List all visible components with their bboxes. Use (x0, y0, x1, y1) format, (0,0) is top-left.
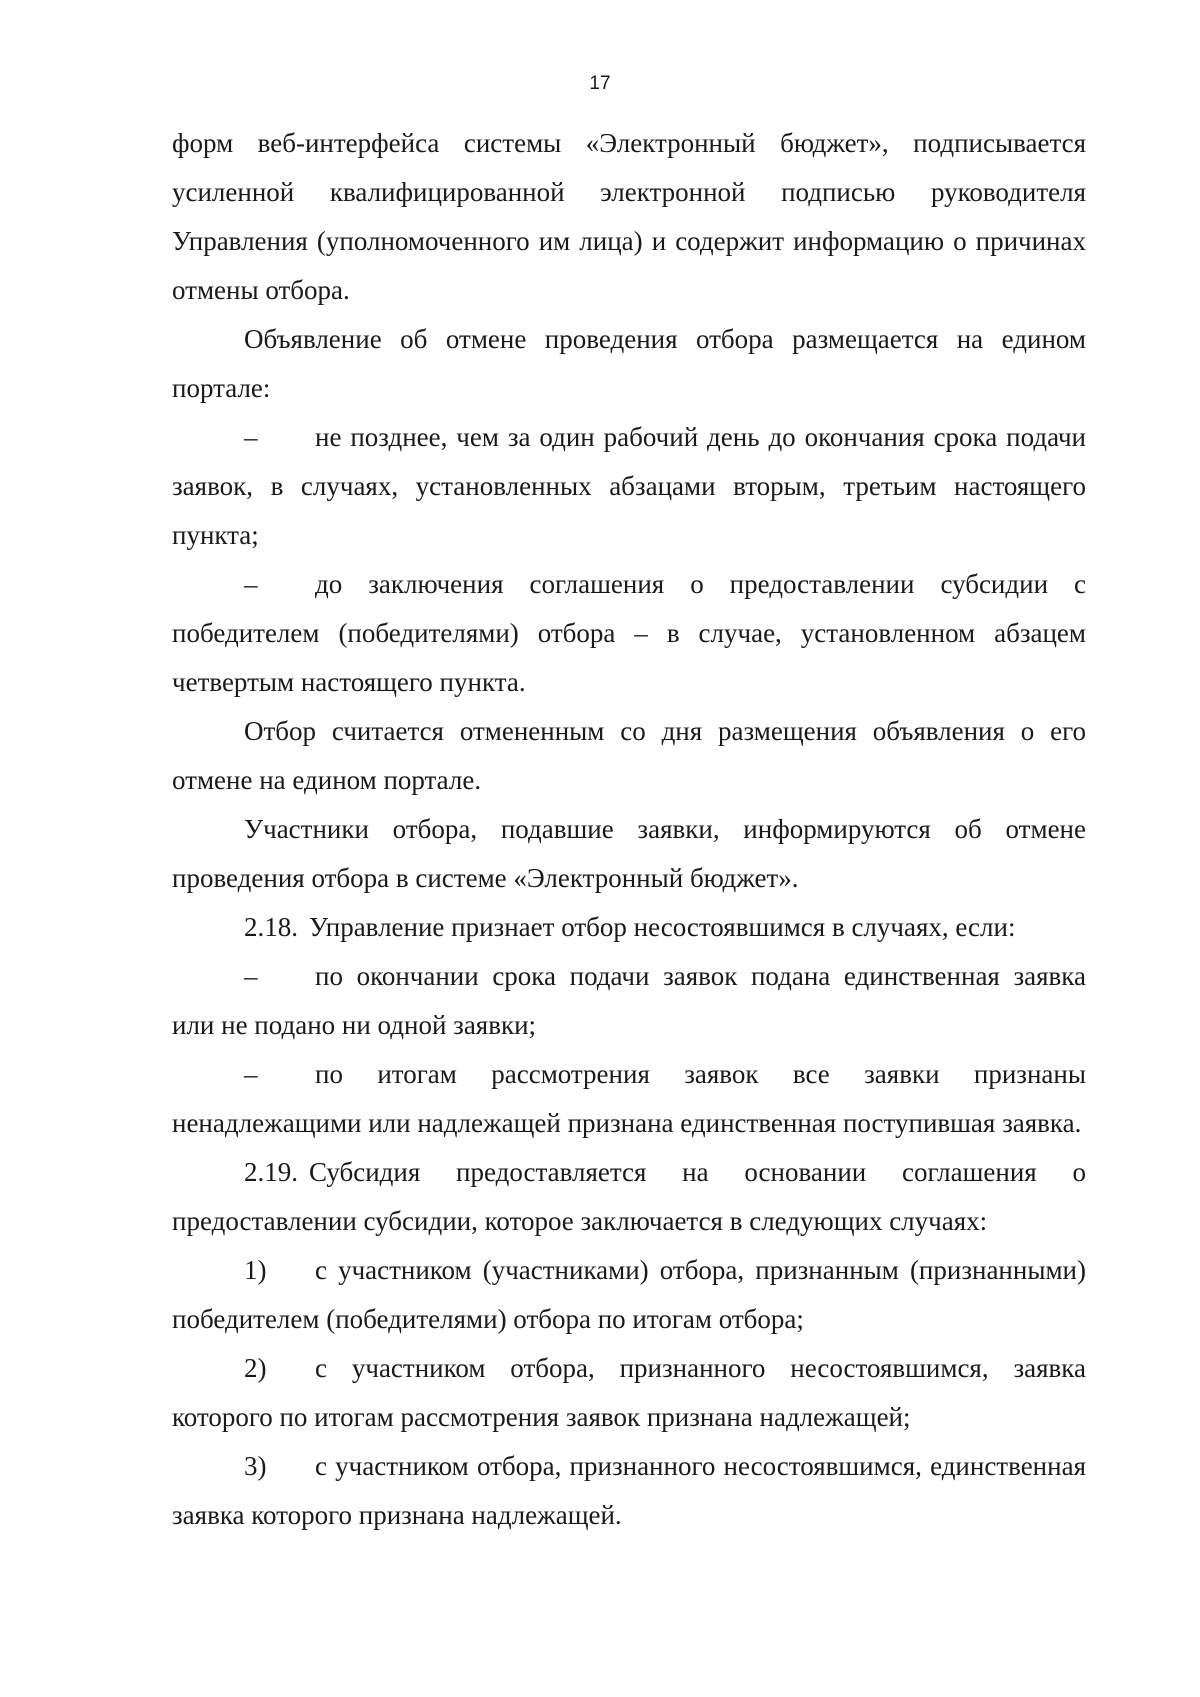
clause-number: 2.18. (244, 912, 298, 942)
clause-2-18 (172, 903, 1086, 952)
enumerated-text: с участником отбора, признанного несостоявшимся, заявка которого по итогам рассмотрения заявок признана надлежащей; (172, 1353, 1086, 1432)
page-number: 17 (589, 73, 611, 94)
list-dash: – (244, 961, 258, 991)
clause-text: Управление признает отбор несостоявшимся в случаях, если: (309, 912, 1016, 942)
list-item-single-application (172, 952, 1086, 1050)
list-item-text: по окончании срока подачи заявок подана единственная заявка или не подано ни одной заявки; (172, 961, 1086, 1040)
enumerated-item-1 (172, 1246, 1086, 1344)
list-item-applications-rejected (172, 1050, 1086, 1148)
clause-text: Субсидия предоставляется на основании соглашения о предоставлении субсидии, которое заключается в следующих случаях: (172, 1157, 1086, 1236)
paragraph-selection-cancelled: Отбор считается отмененным со дня размещения объявления о его отмене на едином портале. (172, 716, 1086, 795)
clause-number: 2.19. (244, 1157, 298, 1187)
paragraph-announcement-posting: Объявление об отмене проведения отбора размещается на едином портале: (172, 324, 1086, 403)
paragraph-cancellation-notice: форм веб-интерфейса системы «Электронный бюджет», подписывается усиленной квалифицированной электронной подписью руководителя Управления (уполномоченного им лица) и содержит информацию о причинах отмены отбора. (172, 128, 1086, 305)
paragraph-participants-informed: Участники отбора, подавшие заявки, информируются об отмене проведения отбора в системе «Электронный бюджет». (172, 814, 1086, 893)
document-body (172, 119, 1086, 1540)
enumerated-number: 2) (244, 1353, 267, 1383)
list-item-deadline (172, 413, 1086, 560)
list-item-text: по итогам рассмотрения заявок все заявки признаны ненадлежащими или надлежащей признана единственная поступившая заявка. (172, 1059, 1086, 1138)
enumerated-item-2 (172, 1344, 1086, 1442)
list-dash: – (244, 1059, 258, 1089)
enumerated-number: 1) (244, 1255, 267, 1285)
enumerated-text: с участником отбора, признанного несостоявшимся, единственная заявка которого признана надлежащей. (172, 1451, 1086, 1530)
list-item-text: до заключения соглашения о предоставлении субсидии с победителем (победителями) отбора – в случае, установленном абзацем четвертым настоящего пункта. (172, 569, 1086, 697)
list-item-before-agreement (172, 560, 1086, 707)
enumerated-item-3 (172, 1442, 1086, 1540)
clause-2-19 (172, 1148, 1086, 1246)
enumerated-text: с участником (участниками) отбора, признанным (признанными) победителем (победителями) отбора по итогам отбора; (172, 1255, 1086, 1334)
list-item-text: не позднее, чем за один рабочий день до окончания срока подачи заявок, в случаях, установленных абзацами вторым, третьим настоящего пункта; (172, 422, 1086, 550)
enumerated-number: 3) (244, 1451, 267, 1481)
list-dash: – (244, 569, 258, 599)
list-dash: – (244, 422, 258, 452)
